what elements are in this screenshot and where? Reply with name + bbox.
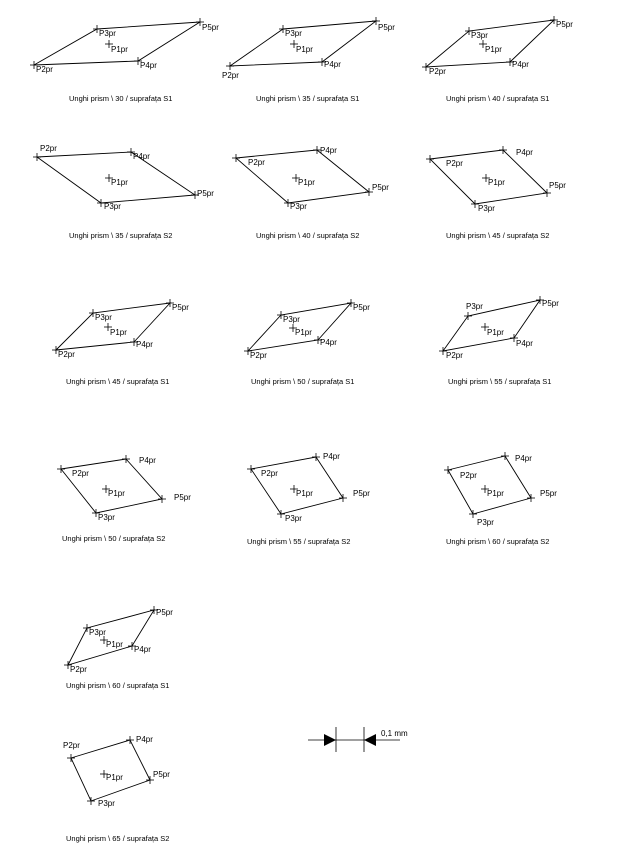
vertex-marker [126, 736, 134, 744]
prism-outline [426, 20, 554, 67]
figure-caption: Unghi prism \ 55 / suprafața S1 [448, 377, 552, 386]
prism-outline [61, 459, 162, 513]
prism-figure [52, 299, 189, 386]
point-label-p1: P1pr [298, 178, 315, 187]
dimension-marker [308, 727, 408, 752]
point-label-p3: P3pr [283, 315, 300, 324]
point-label-p5: P5pr [153, 770, 170, 779]
prism-outline [251, 457, 343, 514]
point-label-p4: P4pr [516, 339, 533, 348]
prism-figure [64, 606, 173, 690]
point-label-p5: P5pr [156, 608, 173, 617]
point-label-p5: P5pr [556, 20, 573, 29]
point-label-p2: P2pr [429, 67, 446, 76]
figure-caption: Unghi prism \ 60 / suprafața S1 [66, 681, 170, 690]
dimension-label: 0,1 mm [381, 729, 408, 738]
figure-caption: Unghi prism \ 35 / suprafața S2 [69, 231, 173, 240]
point-label-p1: P1pr [296, 489, 313, 498]
point-label-p5: P5pr [549, 181, 566, 190]
vertex-marker [464, 312, 472, 320]
point-label-p4: P4pr [516, 148, 533, 157]
point-label-p4: P4pr [512, 60, 529, 69]
point-label-p4: P4pr [320, 146, 337, 155]
point-label-p1: P1pr [111, 45, 128, 54]
figure-caption: Unghi prism \ 40 / suprafața S1 [446, 94, 550, 103]
point-label-p2: P2pr [446, 159, 463, 168]
vertex-marker [277, 510, 285, 518]
point-label-p3: P3pr [99, 29, 116, 38]
point-label-p3: P3pr [478, 204, 495, 213]
vertex-marker [501, 452, 509, 460]
prism-figure [444, 452, 557, 546]
vertex-marker [247, 465, 255, 473]
point-label-p2: P2pr [40, 144, 57, 153]
point-label-p2: P2pr [261, 469, 278, 478]
point-label-p1: P1pr [487, 328, 504, 337]
point-label-p1: P1pr [485, 45, 502, 54]
point-label-p5: P5pr [540, 489, 557, 498]
point-label-p2: P2pr [248, 158, 265, 167]
point-label-p1: P1pr [111, 178, 128, 187]
figure-caption: Unghi prism \ 35 / suprafața S1 [256, 94, 360, 103]
point-label-p3: P3pr [104, 202, 121, 211]
point-label-p2: P2pr [460, 471, 477, 480]
figure-caption: Unghi prism \ 65 / suprafața S2 [66, 834, 170, 843]
point-label-p3: P3pr [285, 514, 302, 523]
figure-caption: Unghi prism \ 45 / suprafața S2 [446, 231, 550, 240]
prism-outline [71, 740, 150, 801]
prism-figure [439, 296, 559, 386]
point-label-p2: P2pr [58, 350, 75, 359]
prism-figure [426, 146, 566, 240]
point-label-p1: P1pr [487, 489, 504, 498]
point-label-p5: P5pr [172, 303, 189, 312]
vertex-marker [87, 797, 95, 805]
point-label-p5: P5pr [372, 183, 389, 192]
point-label-p2: P2pr [36, 65, 53, 74]
prism-figure [33, 144, 214, 240]
prism-outline [68, 610, 154, 665]
figure-caption: Unghi prism \ 50 / suprafața S2 [62, 534, 166, 543]
figure-caption: Unghi prism \ 30 / suprafața S1 [69, 94, 173, 103]
point-label-p5: P5pr [174, 493, 191, 502]
prism-figure [422, 16, 573, 103]
point-label-p1: P1pr [106, 640, 123, 649]
prism-figure [232, 146, 389, 240]
figure-caption: Unghi prism \ 45 / suprafața S1 [66, 377, 170, 386]
prism-outline [230, 21, 376, 66]
point-label-p4: P4pr [515, 454, 532, 463]
prism-figure [244, 299, 370, 386]
arrowhead-icon [364, 734, 376, 746]
prism-figure [57, 455, 191, 543]
point-label-p4: P4pr [324, 60, 341, 69]
point-label-p5: P5pr [378, 23, 395, 32]
point-label-p5: P5pr [542, 299, 559, 308]
point-label-p2: P2pr [250, 351, 267, 360]
point-label-p3: P3pr [466, 302, 483, 311]
point-label-p3: P3pr [477, 518, 494, 527]
prism-figure [222, 17, 395, 103]
point-label-p4: P4pr [134, 645, 151, 654]
point-label-p3: P3pr [98, 799, 115, 808]
vertex-marker [444, 466, 452, 474]
point-label-p1: P1pr [106, 773, 123, 782]
point-label-p2: P2pr [70, 665, 87, 674]
point-label-p4: P4pr [139, 456, 156, 465]
vertex-marker [67, 754, 75, 762]
point-label-p5: P5pr [353, 303, 370, 312]
point-label-p3: P3pr [95, 313, 112, 322]
point-label-p5: P5pr [353, 489, 370, 498]
point-label-p2: P2pr [72, 469, 89, 478]
prism-figure [247, 452, 370, 546]
point-label-p1: P1pr [488, 178, 505, 187]
prism-figure [63, 735, 170, 843]
point-label-p4: P4pr [323, 452, 340, 461]
vertex-marker [312, 453, 320, 461]
point-label-p2: P2pr [446, 351, 463, 360]
vertex-marker [226, 62, 234, 70]
point-label-p4: P4pr [136, 340, 153, 349]
point-label-p4: P4pr [133, 152, 150, 161]
point-label-p2: P2pr [222, 71, 239, 80]
point-label-p5: P5pr [202, 23, 219, 32]
point-label-p4: P4pr [320, 338, 337, 347]
point-label-p3: P3pr [285, 29, 302, 38]
prism-outline [34, 22, 200, 65]
figure-caption: Unghi prism \ 40 / suprafața S2 [256, 231, 360, 240]
point-label-p3: P3pr [98, 513, 115, 522]
point-label-p3: P3pr [89, 628, 106, 637]
point-label-p1: P1pr [296, 45, 313, 54]
point-label-p1: P1pr [295, 328, 312, 337]
vertex-marker [469, 510, 477, 518]
vertex-marker [339, 494, 347, 502]
arrowhead-icon [324, 734, 336, 746]
point-label-p4: P4pr [136, 735, 153, 744]
vertex-marker [527, 494, 535, 502]
point-label-p5: P5pr [197, 189, 214, 198]
point-label-p4: P4pr [140, 61, 157, 70]
prism-outline [448, 456, 531, 514]
point-label-p3: P3pr [471, 31, 488, 40]
point-label-p1: P1pr [108, 489, 125, 498]
prism-figure [30, 18, 219, 103]
figure-caption: Unghi prism \ 50 / suprafața S1 [251, 377, 355, 386]
figure-caption: Unghi prism \ 55 / suprafața S2 [247, 537, 351, 546]
point-label-p1: P1pr [110, 328, 127, 337]
figure-caption: Unghi prism \ 60 / suprafața S2 [446, 537, 550, 546]
point-label-p3: P3pr [290, 202, 307, 211]
vertex-marker [33, 153, 41, 161]
point-label-p2: P2pr [63, 741, 80, 750]
